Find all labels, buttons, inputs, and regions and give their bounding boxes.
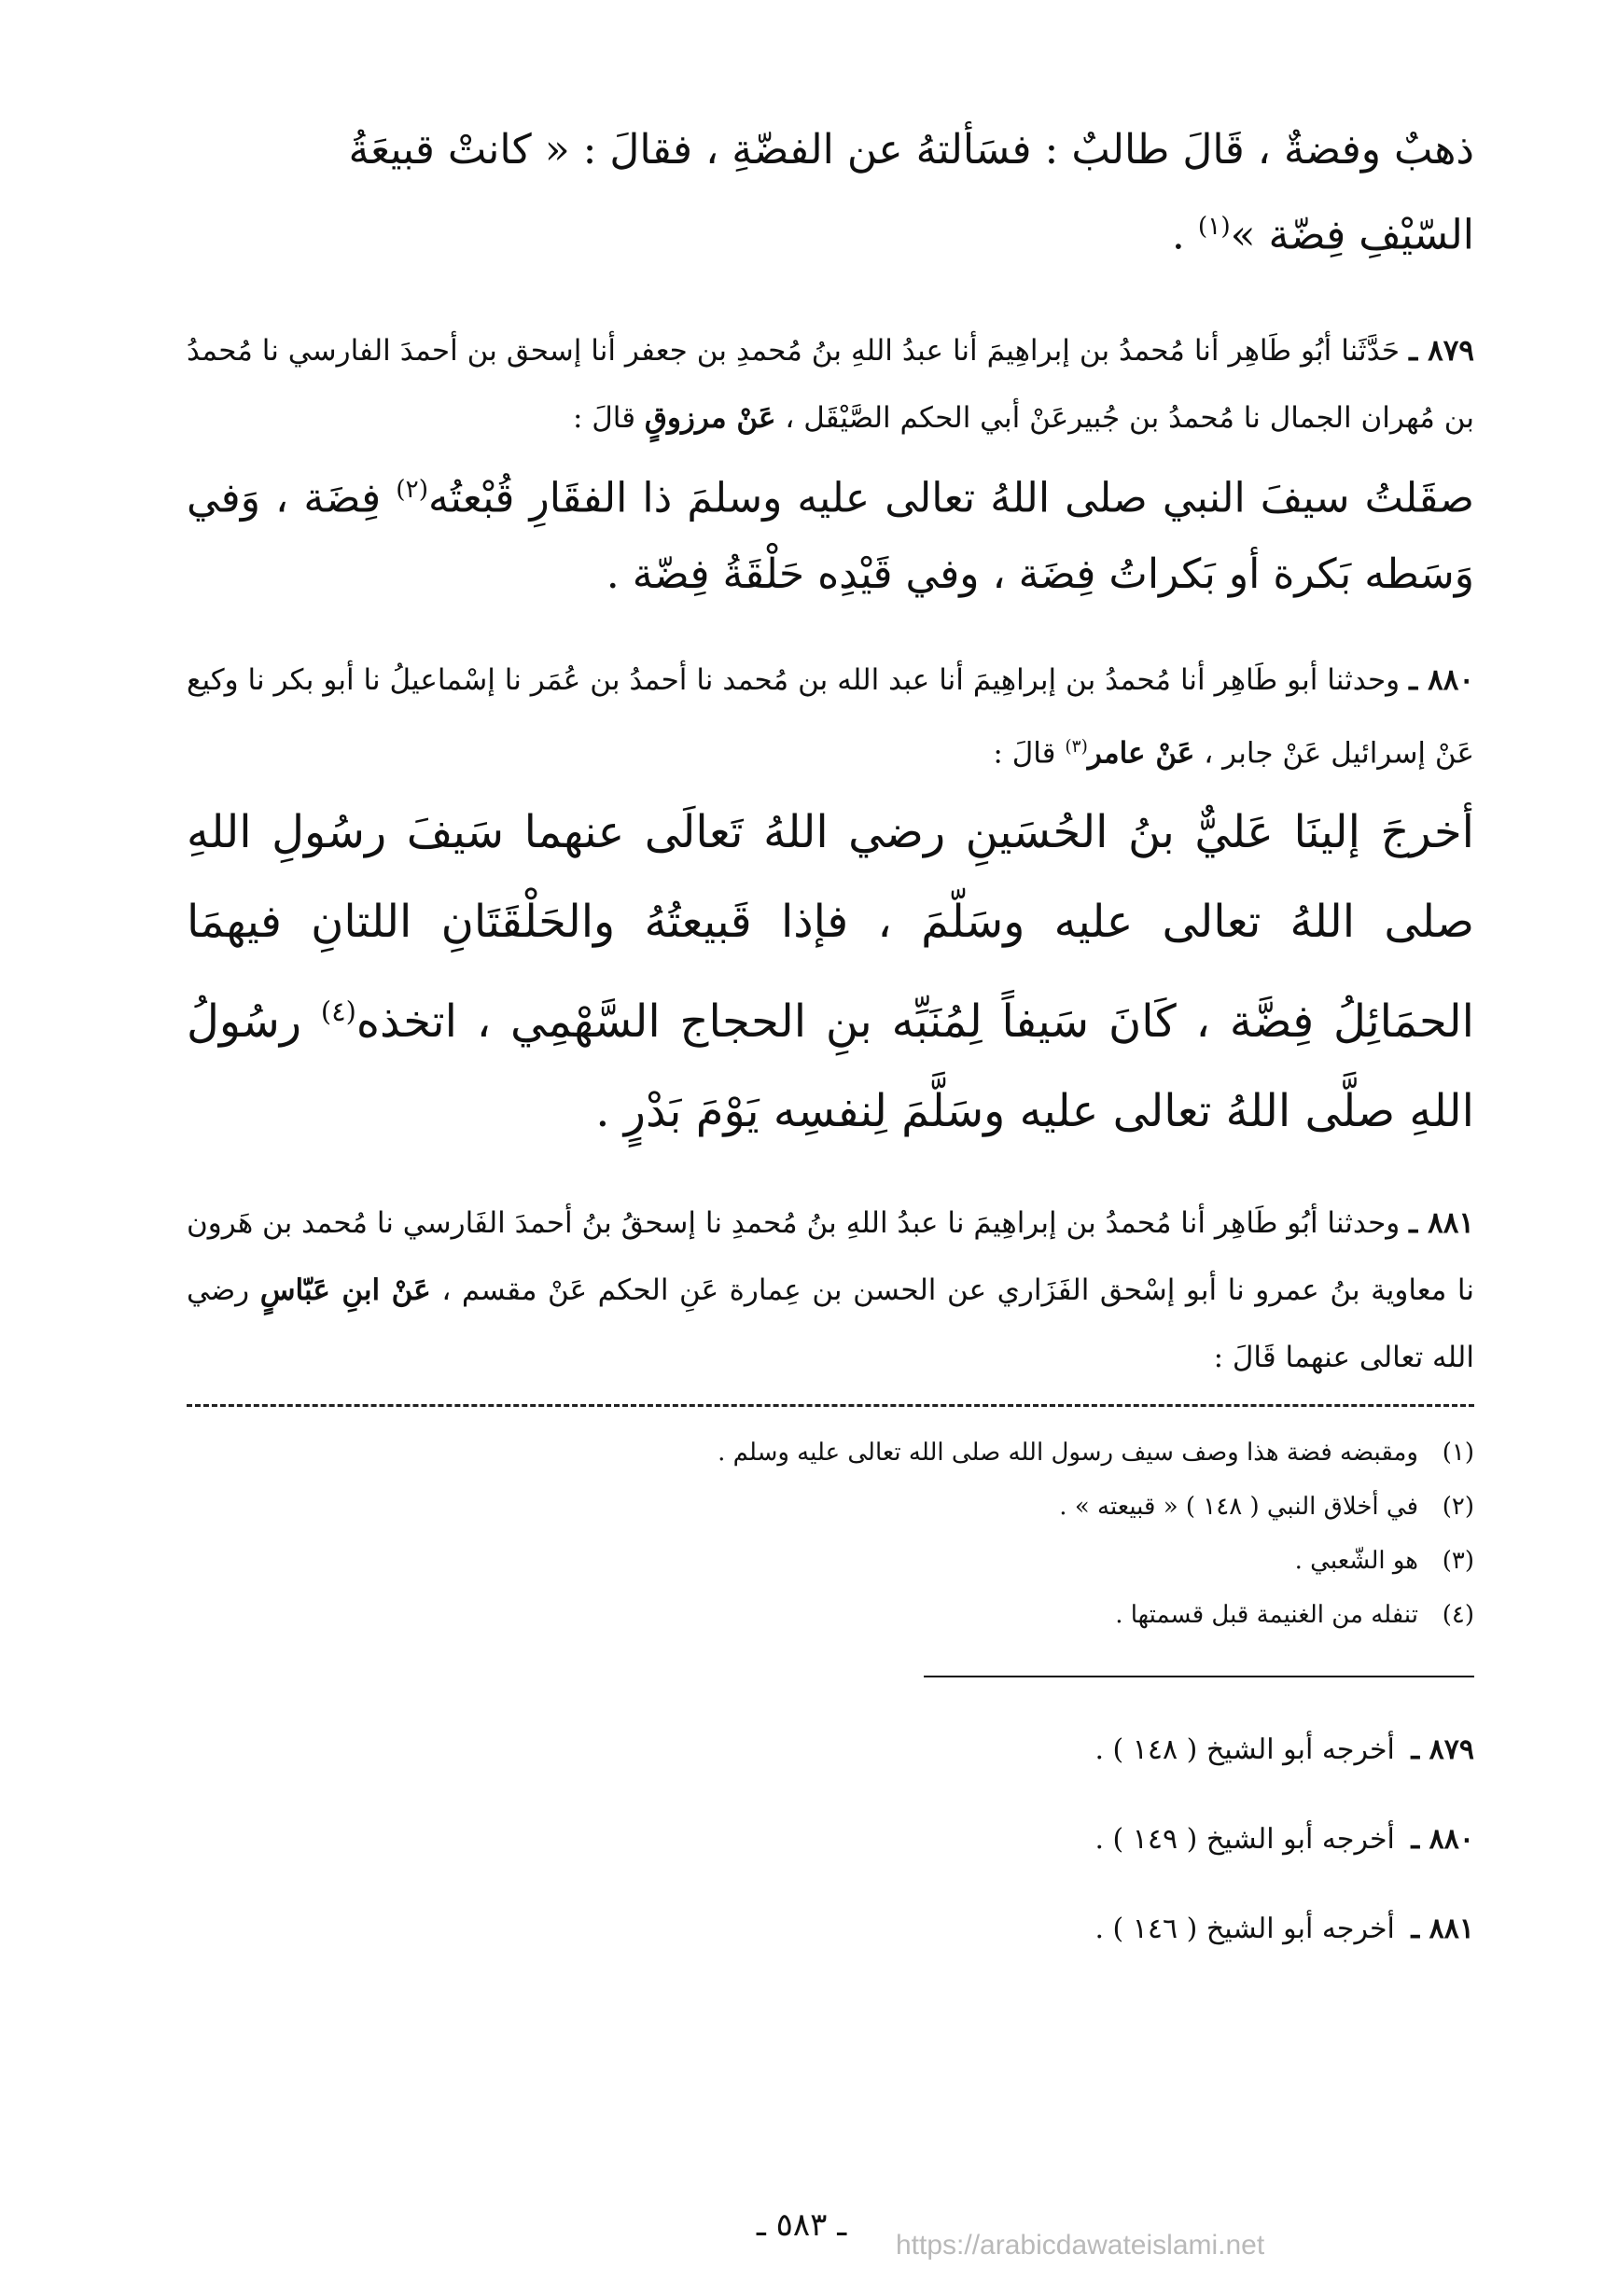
isnad-tail-881: رضي الله تعالى عنهما قَالَ : (187, 1273, 1474, 1374)
footnote-text: ومقبضه فضة هذا وصف سيف رسول الله صلى الله تعالى عليه وسلم . (718, 1438, 1418, 1467)
hadith-number-879: ٨٧٩ ـ (1409, 333, 1475, 368)
takhrij-text: أخرجه أبو الشيخ ( ١٤٦ ) . (1094, 1912, 1395, 1945)
takhrij-item (187, 1885, 1474, 1974)
footnote-ref-3[interactable]: (٣) (1065, 737, 1088, 758)
takhrij-separator (924, 1676, 1474, 1677)
hadith-number-881: ٨٨١ ـ (1409, 1205, 1475, 1240)
narrator-881: عَنْ ابنِ عَبّاسٍ (259, 1273, 431, 1307)
narrator-879: عَنْ مرزوقٍ (644, 400, 776, 435)
takhrij-number: ٨٨١ ـ (1411, 1912, 1474, 1945)
footnote-ref-1[interactable]: (١) (1197, 212, 1231, 241)
footnote-number: (٣) (1442, 1546, 1474, 1575)
footnote-number: (٤) (1442, 1600, 1474, 1629)
matn-879-a: صقَلتُ سيفَ النبي صلى اللهُ تعالى عليه وسلمَ ذا الفقَارِ قُبْعتُه (428, 474, 1474, 522)
takhrij-list (187, 1705, 1474, 1974)
watermark-url[interactable]: https://arabicdawateislami.net (896, 2230, 1265, 2261)
hadith-880-isnad (187, 647, 1474, 786)
footnote-item (187, 1426, 1474, 1480)
opening-end: . (1171, 211, 1198, 259)
page-number: ـ ٥٨٣ ـ (756, 2206, 847, 2244)
hadith-880-matn (187, 787, 1474, 1156)
isnad-tail-880: قالَ : (993, 736, 1056, 771)
footnote-number: (١) (1442, 1438, 1474, 1467)
footnote-text: هو الشّعبي . (1294, 1546, 1418, 1575)
opening-line-2: السّيْفِ فِضّة » (1230, 211, 1474, 259)
footnote-ref-4[interactable]: (٤) (320, 995, 356, 1027)
matn-879-b: فِضَة ، وَفي وَسَطه بَكرة أو بَكراتُ فِضَة ، وفي قَيْدِه حَلْقَةُ فِضّة . (187, 474, 1474, 599)
hadith-881-isnad (187, 1190, 1474, 1391)
footnote-ref-2[interactable]: (٢) (396, 474, 429, 504)
footnote-separator (187, 1404, 1474, 1407)
takhrij-text: أخرجه أبو الشيخ ( ١٤٩ ) . (1094, 1822, 1395, 1856)
footnote-number: (٢) (1442, 1492, 1474, 1521)
takhrij-number: ٨٨٠ ـ (1411, 1822, 1474, 1856)
footnote-item (187, 1534, 1474, 1588)
hadith-879-isnad (187, 317, 1474, 452)
footnote-item (187, 1480, 1474, 1534)
isnad-text-879: حَدَّثَنا أبُو طَاهِر أنا مُحمدُ بن إبراهِيمَ أنا عبدُ اللهِ بنُ مُحمدِ بن جعفر أنا إسحق بن أحمدَ الفارسي نا مُحمدُ بن مُهران الجمال نا مُحمدُ بن جُبيرعَنْ أبي الحكم الصَّيْقَل ، (187, 333, 1474, 435)
isnad-text-880: وحدثنا أبو طَاهِر أنا مُحمدُ بن إبراهِيمَ أنا عبد الله بن مُحمد نا أحمدُ بن عُمَر نا إسْماعيلُ نا أبو بكر نا وكيع عَنْ إسرائيل عَنْ جابر ، (187, 663, 1474, 771)
takhrij-item (187, 1795, 1474, 1885)
matn-880-a: أخرجَ إلينَا عَليٌّ بنُ الحُسَينِ رضي اللهُ تَعالَى عنهما سَيفَ رسُولِ اللهِ صلى اللهُ تعالى عليه وسَلّمَ ، فإذا قَبيعتُهُ والحَلْقَتَانِ اللتانِ فيهمَا الحمَائِلُ فِضَّة ، كَانَ سَيفاً لِمُنَبِّه بنِ الحجاج السَّهْمِي ، اتخذه (187, 805, 1474, 1048)
takhrij-item (187, 1705, 1474, 1795)
takhrij-text: أخرجه أبو الشيخ ( ١٤٨ ) . (1094, 1732, 1395, 1766)
narrator-880: عَنْ عامر (1087, 736, 1195, 771)
opening-paragraph (187, 112, 1474, 274)
hadith-879-matn (187, 452, 1474, 614)
footnote-text: في أخلاق النبي ( ١٤٨ ) « قبيعته » . (1059, 1492, 1418, 1521)
footnote-text: تنفله من الغنيمة قبل قسمتها . (1115, 1600, 1418, 1629)
matn-880-b: رسُولُ اللهِ صلَّى اللهُ تعالى عليه وسَلَّمَ لِنفسِه يَوْمَ بَدْرٍ . (187, 995, 1474, 1137)
footnotes (187, 1426, 1474, 1642)
isnad-text-881: وحدثنا أبُو طَاهِر أنا مُحمدُ بن إبراهِيمَ نا عبدُ اللهِ بنُ مُحمدِ نا إسحقُ بنُ أحمدَ الفَارسي نا مُحمد بن هَرون نا معاوية بنُ عمرو نا أبو إسْحق الفَزَاري عن الحسن بن عِمارة عَنِ الحكم عَنْ مقسم ، (187, 1205, 1474, 1307)
opening-line-1: ذهبٌ وفضةٌ ، قَالَ طالبٌ : فسَألتهُ عن الفضّةِ ، فقالَ : « كانتْ قبيعَةُ (348, 126, 1474, 174)
page-body (187, 112, 1474, 1974)
isnad-tail-879: قالَ : (572, 400, 636, 435)
footnote-item (187, 1588, 1474, 1642)
hadith-number-880: ٨٨٠ ـ (1409, 663, 1475, 698)
takhrij-number: ٨٧٩ ـ (1411, 1732, 1474, 1766)
